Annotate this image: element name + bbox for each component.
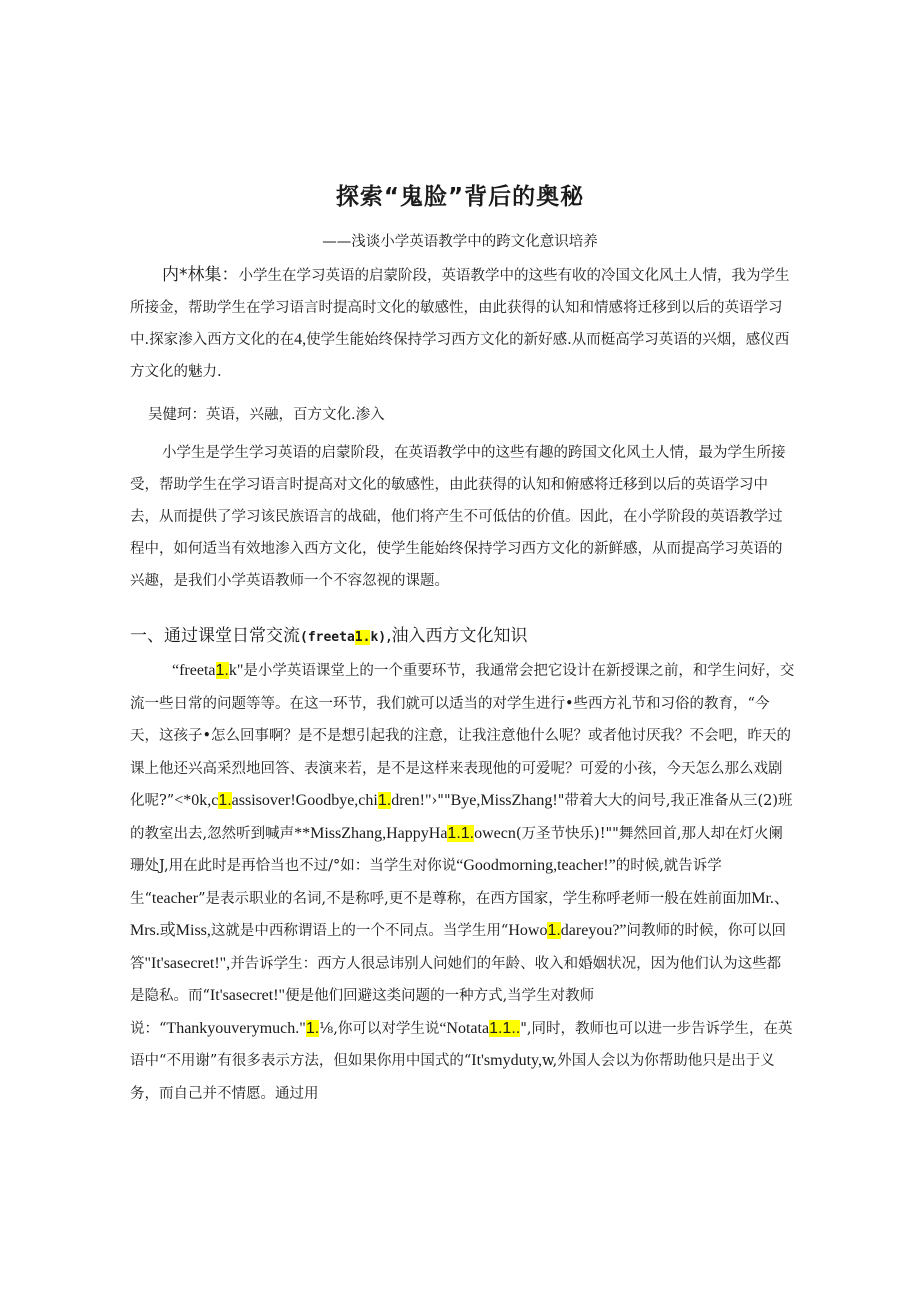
- body-text: k": [228, 662, 244, 679]
- body-text: assisover!Goodbye,chi: [231, 792, 378, 809]
- body-text: Bye,MissZhang!: [450, 792, 558, 809]
- body-text: Howo: [508, 922, 548, 939]
- body-text: Mr.、Mrs.或Miss,: [130, 889, 790, 939]
- body-text: “Notata: [439, 1019, 490, 1037]
- body-text: teacher: [151, 889, 199, 907]
- body-text: 便是他们回避这类问题的一种方式,当学生对教师说：“: [130, 988, 595, 1037]
- body-text: dren!": [391, 792, 432, 809]
- section-heading-text: (freeta: [300, 630, 355, 645]
- body-text: It'sasecret!": [209, 987, 286, 1004]
- body-text: ›"": [431, 793, 451, 809]
- highlighted-text: 1.: [547, 922, 561, 939]
- section-heading-text: ,油入西方文化知识: [386, 626, 528, 646]
- document-title: 探索“鬼脸”背后的奥秘: [335, 184, 585, 210]
- section-heading-text: k): [370, 630, 387, 645]
- body-text: w,外国人会以为你帮助他只是出于义务，而自己并不情愿。通过用: [130, 1053, 775, 1102]
- highlighted-text: 1.: [215, 662, 229, 679]
- abstract-text: 使学生能始终保持学习西方文化的新好感.从而梃高学习英语的兴烟，感仪西方文化的魅力.: [130, 332, 790, 380]
- body-text: **MissZhang,HappyHa: [294, 824, 448, 842]
- highlighted-text: 1.: [218, 792, 232, 809]
- intro-paragraph: 小学生是学生学习英语的启蒙阶段，在英语教学中的这些有趣的跨国文化风土人情，最为学生所接受，帮助学生在学习语言时提高对文化的敏感性，由此获得的认知和俯感将迁移到以后的英语学习中去，从而提供了学习该民族语言的战础，他们将产生不可低估的价值。因此，在小学阶段的英语教学过程中，如何适当有效地渗入西方文化，使学生能始终保持学习西方文化的新鲜感，从而提高学习英语的兴趣，是我们小学英语教师一个不容忽视的课题。: [130, 445, 786, 589]
- body-text: (万圣节快乐)!""舞然回首,那人却在灯火阑珊处J,用在此时是再恰当也不过/°如：当学生对你说: [130, 825, 783, 874]
- body-text: Thankyouverymuch.": [166, 1019, 306, 1037]
- body-text: dareyou?”: [560, 922, 627, 939]
- keywords-line: 吴健珂：英语，兴融，百方文化.渗入: [148, 407, 385, 423]
- abstract-text: 小学生在学习英语的启蒙阶段，英语教学中的这些有收的冷国文化风土人情，我为学生所接金，帮助学生在学习语言时提高时文化的敏感性，由此获得的认知和情感将迁移到以后的英语学习中.探家渗入西方文化的在: [130, 268, 790, 348]
- body-text: “Goodmorning,teacher!”: [456, 857, 616, 874]
- section-heading: [130, 621, 528, 646]
- abstract-text: 4,: [294, 331, 307, 348]
- abstract-paragraph: [130, 259, 795, 388]
- document-subtitle: ——浅谈小学英语教学中的跨文化意识培养: [322, 234, 598, 250]
- highlighted-text: 1.: [305, 1019, 320, 1037]
- body-text: "It'sasecret!",: [144, 954, 231, 972]
- body-text: 的时候,就告诉学生“: [130, 858, 722, 907]
- body-text: owecn: [474, 824, 516, 842]
- highlighted-text: 1.1.: [447, 824, 475, 842]
- highlighted-text: 1.: [354, 630, 371, 645]
- section-heading-text: 一、通过课堂日常交流: [130, 626, 300, 646]
- body-text: “freeta: [172, 662, 216, 679]
- highlighted-text: 1.: [377, 792, 392, 809]
- body-text: It'smyduty,: [471, 1052, 542, 1069]
- abstract-label: 内*林集：: [162, 265, 239, 285]
- body-paragraph: [130, 655, 795, 1110]
- body-text: ",同时，教师也可以进一步告诉学生，在英语中“不用谢”有很多表示方法，但如果你用中国式的“: [130, 1020, 793, 1069]
- body-text: 问教师的时候，你可以回答: [130, 923, 787, 972]
- body-text: 并告诉学生：西方人很忌讳别人问她们的年龄、收入和婚姻状况，因为他们认为这些都是隐私。而“: [130, 955, 782, 1004]
- body-text: <*0k,c: [174, 792, 219, 809]
- body-text: ”是表示职业的名词,不是称呼,更不是尊称，在西方国家，学生称呼老师一般在姓前面加: [198, 890, 752, 907]
- highlighted-text: 1.1..: [489, 1019, 521, 1037]
- body-text: "带着大大的问号,我正准备从三(2)班的教室出去,忽然听到喊声: [130, 793, 793, 842]
- body-text: 是小学英语课堂上的一个重要环节，我通常会把它设计在新授课之前，和学生问好，交流一些日常的问题等等。在这一环节，我们就可以适当的对学生进行•些西方礼节和习俗的教育，“今天，这孩子•怎么回事啊？是不是想引起我的注意，让我注意他什么呢？或者他讨厌我？不会吧，昨天的课上他还兴高采烈地回答、表演来若，是不是这样来表现他的可爱呢？可爱的小孩，今天怎么那么戏剧化呢?”: [130, 663, 795, 809]
- body-text: ⅛,你可以对学生说: [319, 1020, 440, 1037]
- body-text: 这就是中西称谓语上的一个不同点。当学生用“: [210, 923, 509, 939]
